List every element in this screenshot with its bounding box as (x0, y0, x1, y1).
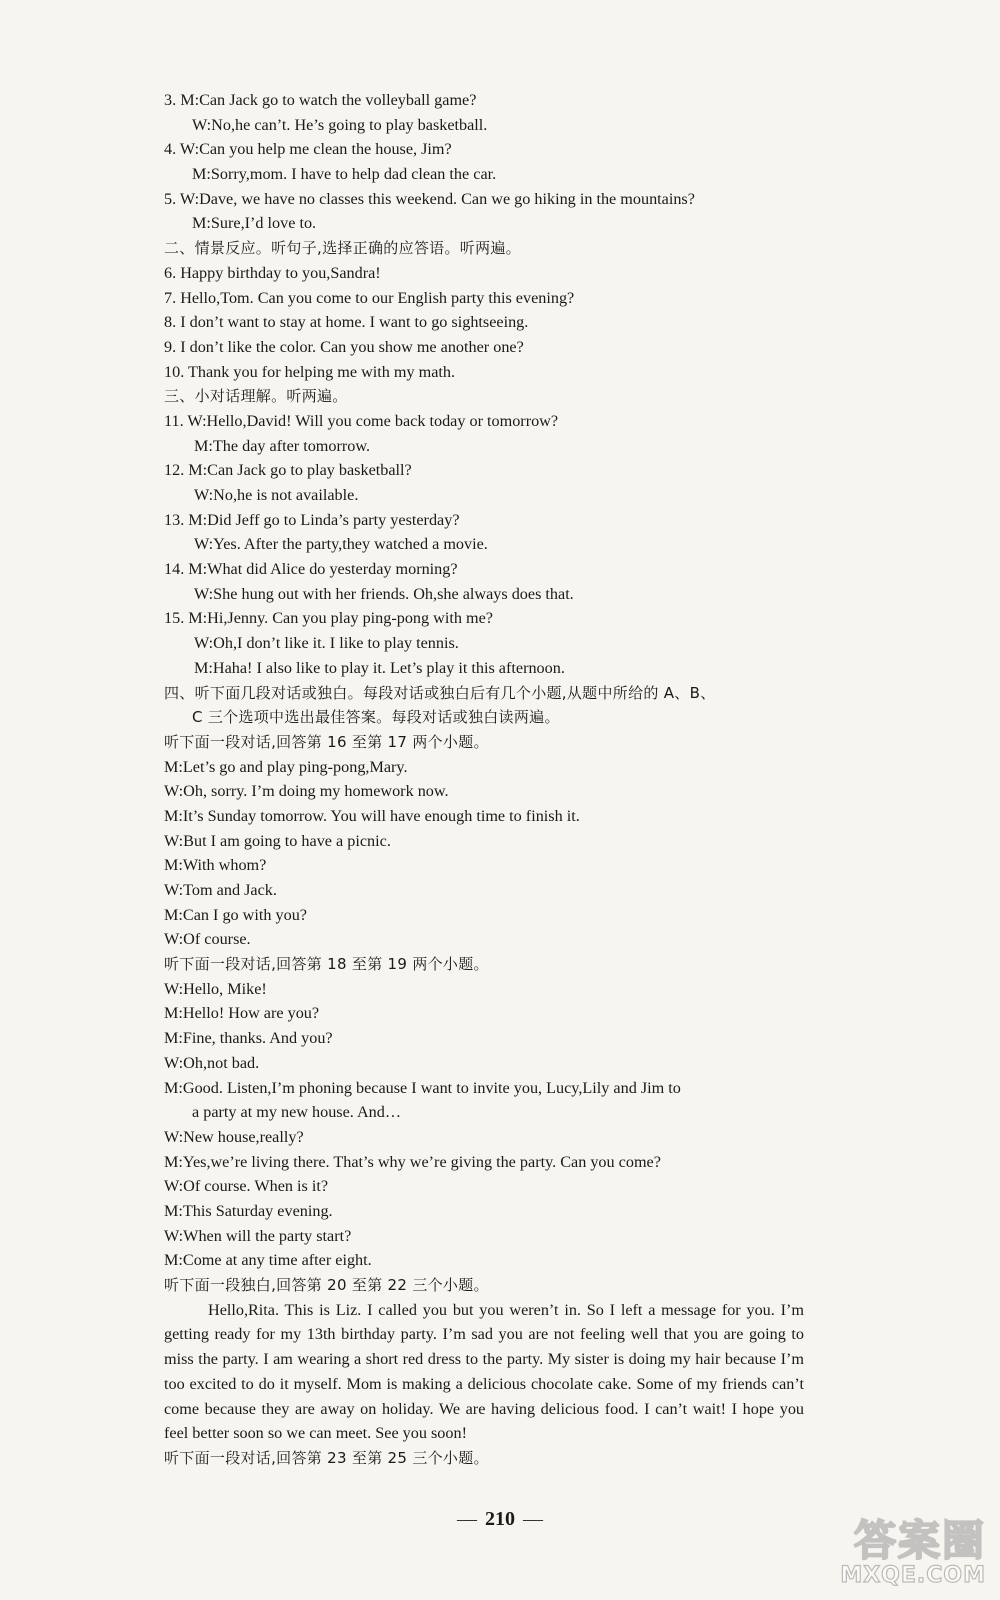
transcript-line: M:Haha! I also like to play it. Let’s play it this afternoon. (194, 658, 565, 677)
transcript-line: 11. W:Hello,David! Will you come back today or tomorrow? (164, 411, 559, 430)
transcript-line: 3. M:Can Jack go to watch the volleyball game? (164, 91, 477, 109)
transcript-line: a party at my new house. And… (192, 1103, 402, 1122)
transcript-line: W:Of course. When is it? (164, 1177, 329, 1196)
watermark-logo (816, 1508, 986, 1588)
watermark-logo-url: MXQE.COM (840, 1563, 986, 1588)
transcript-line: M:The day after tomorrow. (194, 436, 371, 455)
transcript-line: M:Let’s go and play ping-pong,Mary. (164, 757, 408, 776)
transcript-line: 5. W:Dave, we have no classes this weekend. Can we go hiking in the mountains? (164, 189, 695, 208)
transcript-line: 7. Hello,Tom. Can you come to our English party this evening? (164, 288, 575, 307)
transcript-line: M:Fine, thanks. And you? (164, 1029, 333, 1048)
page-number: — 210 — (457, 1508, 543, 1530)
transcript-line: W:Oh,I don’t like it. I like to play tennis. (194, 634, 459, 653)
transcript-line: W:Of course. (164, 930, 251, 949)
section-heading: 四、听下面几段对话或独白。每段对话或独白后有几个小题,从题中所给的 A、B、 (164, 683, 716, 702)
section-heading: 三、小对话理解。听两遍。 (164, 387, 348, 406)
transcript-line: 10. Thank you for helping me with my math. (164, 362, 456, 381)
transcript-line: 14. M:What did Alice do yesterday morning? (164, 560, 458, 579)
monologue-text: Hello,Rita. This is Liz. I called you but you weren’t in. So I left a message for you. I’m getting ready for my 13th birthday party. I’m sad you are not feeling well that you are going to miss the party. I am wearing a short red dress to the party. My sister is doing my hair because I’m too excited to do it myself. Mom is making a delicious chocolate cake. Some of my friends can’t come because they are away on holiday. We are having delicious food. I can’t wait! I hope you feel better soon so we can meet. See you soon! (164, 1300, 804, 1443)
section-heading-23-25: 听下面一段对话,回答第 23 至第 25 三个小题。 (164, 1448, 489, 1467)
transcript-line: M:Good. Listen,I’m phoning because I want to invite you, Lucy,Lily and Jim to (164, 1078, 681, 1097)
transcript-line: W:But I am going to have a picnic. (164, 831, 391, 850)
watermark-logo-top: 答案圈 (853, 1516, 986, 1565)
transcript-line: 8. I don’t want to stay at home. I want to go sightseeing. (164, 313, 529, 332)
transcript-line: W:Oh,not bad. (164, 1053, 260, 1072)
transcript-line: W:Yes. After the party,they watched a movie. (194, 535, 488, 554)
transcript-line: M:Can I go with you? (164, 905, 307, 924)
transcript-line: M:With whom? (164, 856, 267, 875)
transcript-line: M:This Saturday evening. (164, 1201, 333, 1220)
section-heading: 听下面一段对话,回答第 18 至第 19 两个小题。 (164, 955, 489, 974)
transcript-line: W:No,he is not available. (194, 486, 359, 504)
transcript-line: M:Hello! How are you? (164, 1004, 320, 1023)
transcript-lines (164, 88, 804, 1298)
transcript-line: W:No,he can’t. He’s going to play basketball. (192, 115, 488, 134)
transcript-line: W:Tom and Jack. (164, 881, 277, 899)
transcript-line: 9. I don’t like the color. Can you show me another one? (164, 337, 524, 356)
transcript-line: M:Sure,I’d love to. (192, 214, 317, 233)
transcript-line: W:When will the party start? (164, 1226, 352, 1245)
transcript-line: 4. W:Can you help me clean the house, Jim? (164, 140, 452, 159)
transcript-line: 15. M:Hi,Jenny. Can you play ping-pong with me? (164, 609, 493, 628)
transcript-line: 12. M:Can Jack go to play basketball? (164, 461, 412, 480)
section-heading: 听下面一段独白,回答第 20 至第 22 三个小题。 (164, 1276, 489, 1294)
transcript-line: W:New house,really? (164, 1127, 304, 1146)
transcript-line: W:She hung out with her friends. Oh,she always does that. (194, 584, 574, 603)
page-number-value: 210 (485, 1508, 515, 1530)
document-body (164, 88, 804, 1471)
section-heading: 听下面一段对话,回答第 16 至第 17 两个小题。 (164, 732, 489, 751)
section-heading: 二、情景反应。听句子,选择正确的应答语。听两遍。 (164, 239, 521, 258)
transcript-line: M:Come at any time after eight. (164, 1251, 372, 1270)
transcript-line: M:It’s Sunday tomorrow. You will have enough time to finish it. (164, 806, 580, 825)
section-heading: C 三个选项中选出最佳答案。每段对话或独白读两遍。 (192, 708, 560, 727)
transcript-line: 6. Happy birthday to you,Sandra! (164, 263, 381, 282)
transcript-line: M:Sorry,mom. I have to help dad clean the car. (192, 165, 497, 184)
transcript-line: 13. M:Did Jeff go to Linda’s party yesterday? (164, 510, 460, 529)
transcript-line: W:Oh, sorry. I’m doing my homework now. (164, 782, 449, 801)
monologue-paragraph (164, 1298, 804, 1446)
transcript-line: W:Hello, Mike! (164, 979, 267, 998)
transcript-line: M:Yes,we’re living there. That’s why we’re giving the party. Can you come? (164, 1152, 661, 1171)
